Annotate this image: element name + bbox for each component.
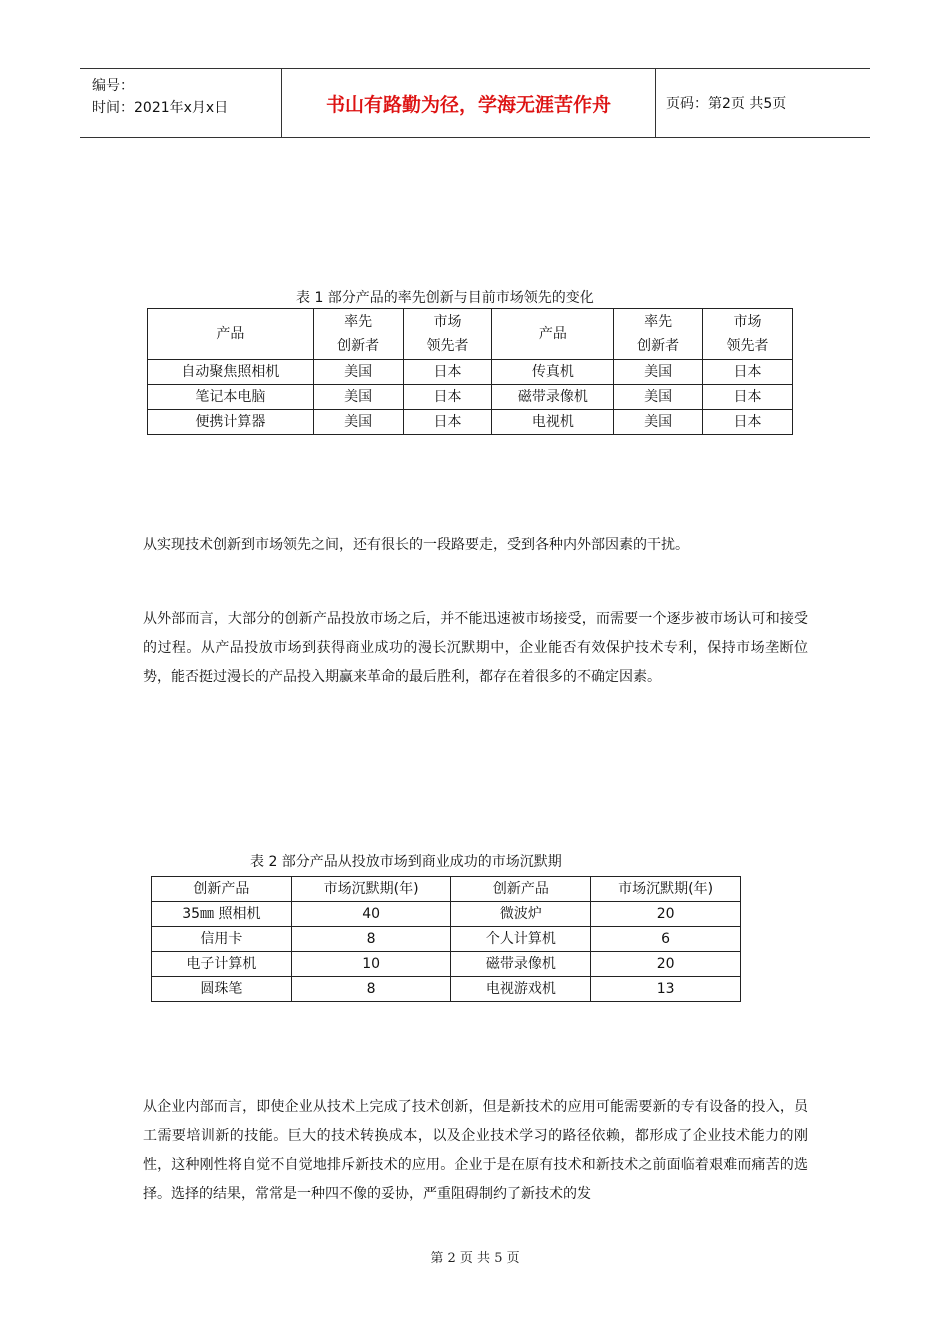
table-cell: 10 <box>291 952 451 977</box>
paragraph-3: 从企业内部而言，即使企业从技术上完成了技术创新，但是新技术的应用可能需要新的专有设备的投入，员工需要培训新的技能。巨大的技术转换成本，以及企业技术学习的路径依赖，都形成了企业技术能力的刚性，这种刚性将自觉不自觉地排斥新技术的应用。企业于是在原有技术和新技术之前面临着艰难而痛苦的选择。选择的结果，常常是一种四不像的妥协，严重阻碍制约了新技术的发 <box>143 1099 808 1202</box>
table-cell: 美国 <box>313 360 403 385</box>
table-cell: 信用卡 <box>152 927 292 952</box>
table-cell: 自动聚焦照相机 <box>148 360 314 385</box>
table-row <box>152 977 741 1002</box>
table1-caption: 表 1 部分产品的率先创新与目前市场领先的变化 <box>296 290 594 306</box>
table-header-row <box>148 309 793 360</box>
table-cell: 磁带录像机 <box>451 952 591 977</box>
table-cell: 日本 <box>703 385 793 410</box>
table-cell: 美国 <box>313 385 403 410</box>
table-cell: 20 <box>591 902 741 927</box>
table1 <box>147 308 793 435</box>
table-cell: 个人计算机 <box>451 927 591 952</box>
table-header-row <box>152 877 741 902</box>
table-cell: 日本 <box>703 360 793 385</box>
header-cell: 率先 创新者 <box>614 309 703 360</box>
table-row <box>148 410 793 435</box>
header-cell: 市场沉默期(年) <box>591 877 741 902</box>
table-cell: 日本 <box>703 410 793 435</box>
table-row <box>148 385 793 410</box>
page-header <box>80 68 870 138</box>
header-divider <box>655 69 656 137</box>
table-cell: 日本 <box>403 385 492 410</box>
table-cell: 便携计算器 <box>148 410 314 435</box>
header-cell: 率先 创新者 <box>313 309 403 360</box>
table-cell: 13 <box>591 977 741 1002</box>
table-cell: 笔记本电脑 <box>148 385 314 410</box>
table2-caption: 表 2 部分产品从投放市场到商业成功的市场沉默期 <box>250 854 562 870</box>
table-cell: 20 <box>591 952 741 977</box>
table-cell: 35㎜ 照相机 <box>152 902 292 927</box>
header-meta <box>92 75 228 119</box>
time-label: 时间：2021年x月x日 <box>92 100 229 116</box>
table-cell: 8 <box>291 977 451 1002</box>
table-cell: 磁带录像机 <box>492 385 614 410</box>
table-row <box>148 360 793 385</box>
table-cell: 日本 <box>403 410 492 435</box>
table2 <box>151 876 741 1002</box>
number-label: 编号： <box>92 78 134 94</box>
table-cell: 6 <box>591 927 741 952</box>
table-cell: 美国 <box>614 360 703 385</box>
table-cell: 电视机 <box>492 410 614 435</box>
header-cell: 创新产品 <box>451 877 591 902</box>
table-row <box>152 902 741 927</box>
table-cell: 40 <box>291 902 451 927</box>
header-cell: 产品 <box>148 309 314 360</box>
header-cell: 市场沉默期(年) <box>291 877 451 902</box>
table-cell: 美国 <box>313 410 403 435</box>
page-footer: 第 2 页 共 5 页 <box>430 1251 520 1266</box>
table-cell: 电子计算机 <box>152 952 292 977</box>
header-cell: 创新产品 <box>152 877 292 902</box>
header-cell: 市场 领先者 <box>703 309 793 360</box>
header-cell: 产品 <box>492 309 614 360</box>
table-cell: 圆珠笔 <box>152 977 292 1002</box>
table-cell: 电视游戏机 <box>451 977 591 1002</box>
paragraph-2: 从外部而言，大部分的创新产品投放市场之后，并不能迅速被市场接受，而需要一个逐步被市场认可和接受的过程。从产品投放市场到获得商业成功的漫长沉默期中，企业能否有效保护技术专利，保持市场垄断位势，能否挺过漫长的产品投入期赢来革命的最后胜利，都存在着很多的不确定因素。 <box>143 611 808 685</box>
table-row <box>152 952 741 977</box>
table-cell: 微波炉 <box>451 902 591 927</box>
paragraph-1: 从实现技术创新到市场领先之间，还有很长的一段路要走，受到各种内外部因素的干扰。 <box>143 537 689 553</box>
table-cell: 日本 <box>403 360 492 385</box>
table-cell: 传真机 <box>492 360 614 385</box>
table-cell: 美国 <box>614 385 703 410</box>
table-cell: 美国 <box>614 410 703 435</box>
header-cell: 市场 领先者 <box>403 309 492 360</box>
table-row <box>152 927 741 952</box>
header-motto: 书山有路勤为径，学海无涯苦作舟 <box>325 93 611 116</box>
header-page-code: 页码：第2页 共5页 <box>666 96 787 112</box>
table-cell: 8 <box>291 927 451 952</box>
